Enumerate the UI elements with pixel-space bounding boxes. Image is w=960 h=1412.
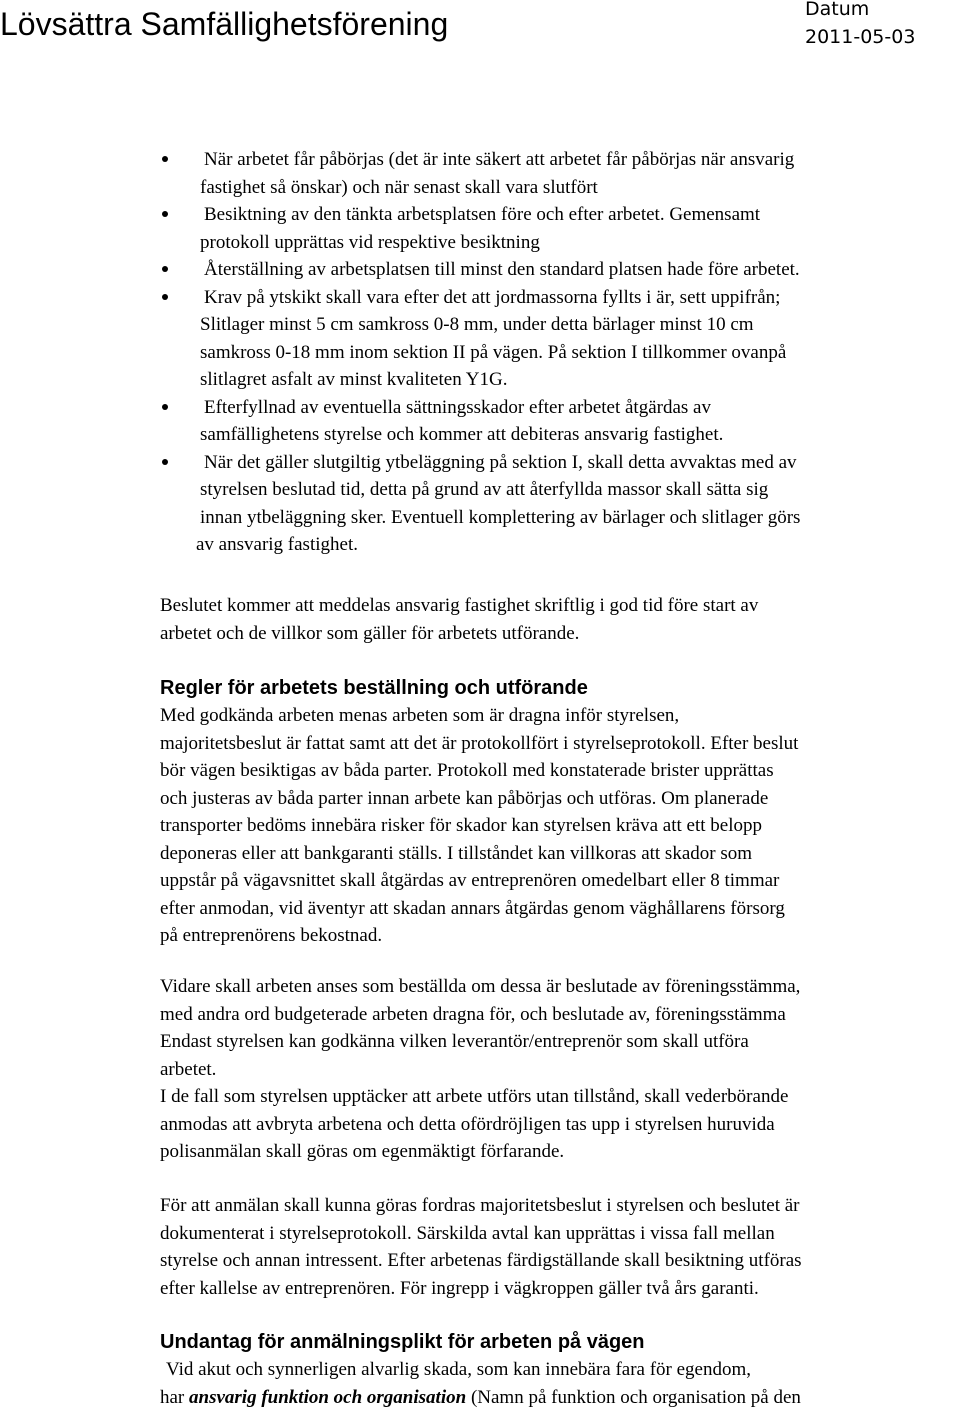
paragraph-undantag — [160, 1356, 801, 1411]
paragraph-line: dokumenterat i styrelseprotokoll. Särskilda avtal kan upprättas i vissa fall mellan — [160, 1222, 775, 1244]
paragraph-beslutet — [160, 592, 758, 647]
paragraph-line: och justeras av båda parter innan arbete kan påbörjas och utföras. Om planerade — [160, 787, 769, 809]
section-heading-undantag: Undantag för anmälningsplikt för arbeten på vägen — [160, 1331, 645, 1353]
bullet-icon — [162, 266, 168, 272]
paragraph-regler — [160, 702, 798, 950]
paragraph-line: anmodas att avbryta arbetena och detta ofördröjligen tas upp i styrelsen huruvida — [160, 1113, 775, 1135]
bullet-icon — [162, 294, 168, 300]
list-item — [0, 394, 960, 449]
list-item-text: styrelsen beslutad tid, detta på grund av att återfyllda massor skall sätta sig — [200, 479, 769, 500]
list-item — [0, 146, 960, 201]
paragraph-line: polisanmälan skall göras om egenmäktigt förfarande. — [160, 1141, 565, 1162]
list-item-text: protokoll upprättas vid respektive besiktning — [200, 231, 540, 253]
list-item — [0, 284, 960, 394]
list-item-text: av ansvarig fastighet. — [196, 534, 358, 555]
text-run: har — [160, 1386, 190, 1408]
list-item — [0, 201, 960, 256]
paragraph-line: arbetet och de villkor som gäller för arbetets utförande. — [160, 622, 580, 644]
paragraph-line: med andra ord budgeterade arbeten dragna för, och beslutade av, föreningsstämma — [160, 1003, 786, 1025]
emphasized-text: ansvarig funktion och organisation — [189, 1386, 467, 1408]
list-item-text: Besiktning av den tänkta arbetsplatsen före och efter arbetet. Gemensamt — [204, 204, 761, 225]
bullet-icon — [162, 404, 168, 410]
paragraph-line: arbetet. — [160, 1058, 217, 1080]
text-run: (Namn på funktion och organisation på den — [466, 1386, 801, 1408]
paragraph-line: efter kallelse av entreprenören. För ingrepp i vägkroppen gäller två års garanti. — [160, 1277, 759, 1299]
list-item-text: slitlagret asfalt av minst kvaliteten Y1G. — [200, 369, 508, 390]
paragraph-line: Beslutet kommer att meddelas ansvarig fastighet skriftlig i god tid före start av — [160, 595, 759, 616]
section-heading-regler: Regler för arbetets beställning och utförande — [160, 677, 588, 699]
list-item-text: Krav på ytskikt skall vara efter det att jordmassorna fyllts i är, sett uppifrån; — [204, 286, 781, 308]
list-item-text: fastighet så önskar) och när senast skall vara slutfört — [200, 176, 598, 198]
bullet-icon — [162, 459, 168, 465]
paragraph-line — [160, 1384, 801, 1412]
paragraph-line: efter anmodan, vid äventyr att skadan annars åtgärdas genom väghållarens försorg — [160, 897, 785, 919]
paragraph-line: majoritetsbeslut är fattat samt att det är protokollfört i styrelseprotokoll. Efter beslut — [160, 732, 799, 754]
paragraph-anmalan — [160, 1192, 802, 1302]
paragraph-line: Med godkända arbeten menas arbeten som är dragna inför styrelsen, — [160, 705, 680, 726]
list-item-text: samfällighetens styrelse och kommer att debiteras ansvarig fastighet. — [200, 424, 724, 445]
paragraph-line: Vid akut och synnerligen alvarlig skada, som kan innebära fara för egendom, — [166, 1359, 752, 1380]
paragraph-line: I de fall som styrelsen upptäcker att arbete utförs utan tillstånd, skall vederbörande — [160, 1086, 789, 1107]
paragraph-line: Endast styrelsen kan godkänna vilken leverantör/entreprenör som skall utföra — [160, 1031, 749, 1052]
paragraph-line: deponeras eller att bankgaranti ställs. I tillståndet kan villkoras att skador som — [160, 842, 753, 864]
paragraph-vidare — [160, 973, 800, 1166]
list-item-text: Slitlager minst 5 cm samkross 0-8 mm, under detta bärlager minst 10 cm — [200, 314, 754, 335]
list-item — [0, 449, 960, 559]
bullet-icon — [162, 211, 168, 217]
list-item-text: Återställning av arbetsplatsen till minst den standard platsen hade före arbetet. — [204, 259, 800, 280]
paragraph-line: styrelse och annan intressent. Efter arbetenas färdigställande skall besiktning utföras — [160, 1250, 802, 1271]
requirements-list — [0, 146, 960, 559]
document-date: 2011-05-03 — [805, 26, 916, 48]
list-item-text: samkross 0-18 mm inom sektion II på vägen. På sektion I tillkommer ovanpå — [200, 341, 787, 363]
list-item-text: innan ytbeläggning sker. Eventuell komplettering av bärlager och slitlager görs — [200, 506, 801, 528]
date-label: Datum — [805, 0, 870, 20]
paragraph-line: transporter bedöms innebära risker för skador kan styrelsen kräva att ett belopp — [160, 815, 762, 836]
paragraph-line: på entreprenörens bekostnad. — [160, 925, 383, 946]
bullet-icon — [162, 156, 168, 162]
list-item — [0, 256, 960, 284]
list-item-text: När det gäller slutgiltig ytbeläggning på sektion I, skall detta avvaktas med av — [204, 451, 797, 473]
list-item-text: När arbetet får påbörjas (det är inte säkert att arbetet får påbörjas när ansvarig — [204, 149, 795, 170]
paragraph-line: bör vägen besiktigas av båda parter. Protokoll med konstaterade brister upprättas — [160, 760, 774, 781]
paragraph-line: För att anmälan skall kunna göras fordras majoritetsbeslut i styrelsen och beslutet är — [160, 1195, 800, 1216]
paragraph-line: uppstår på vägavsnittet skall åtgärdas av entreprenören omedelbart eller 8 timmar — [160, 870, 780, 891]
paragraph-line: Vidare skall arbeten anses som beställda om dessa är beslutade av föreningsstämma, — [160, 976, 801, 997]
list-item-text: Efterfyllnad av eventuella sättningsskador efter arbetet åtgärdas av — [204, 396, 711, 418]
organization-name: Lövsättra Samfällighetsförening — [0, 6, 449, 42]
